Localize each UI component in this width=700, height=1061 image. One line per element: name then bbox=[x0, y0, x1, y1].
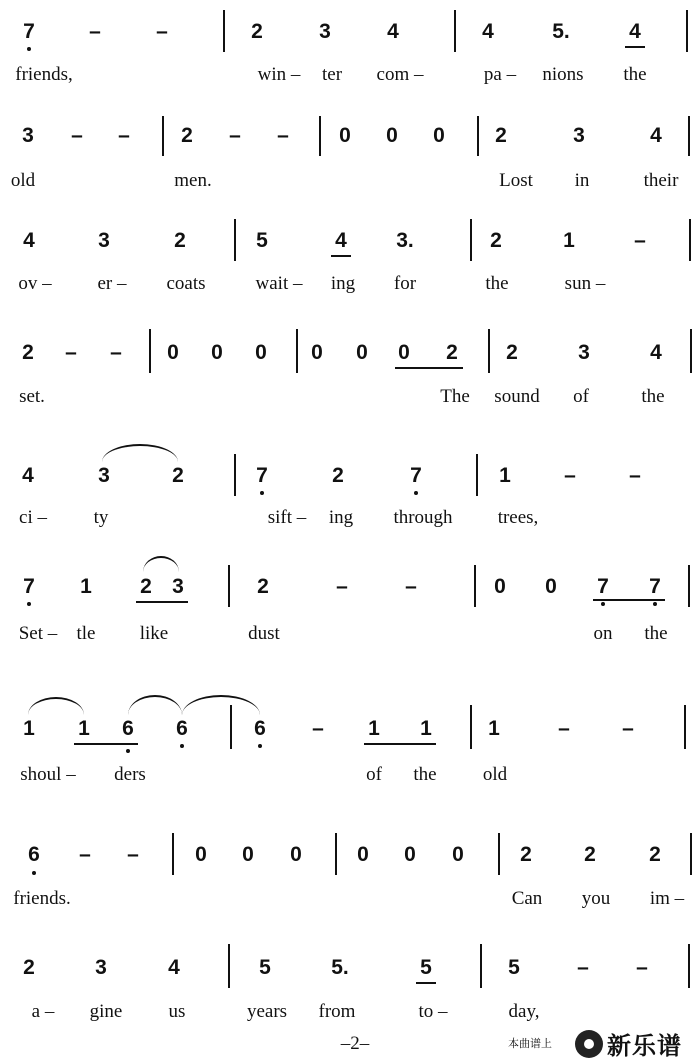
note: 1 bbox=[23, 717, 35, 740]
lyric-syllable: er – bbox=[97, 273, 127, 294]
note: – bbox=[336, 575, 348, 598]
barline bbox=[234, 454, 236, 496]
eighth-underline bbox=[74, 743, 138, 745]
barline bbox=[690, 833, 692, 875]
note: 4 bbox=[629, 20, 641, 43]
eighth-underline bbox=[593, 599, 665, 601]
note: 7 bbox=[649, 575, 661, 598]
lyric-syllable: sift – bbox=[267, 507, 307, 528]
note: 0 bbox=[545, 575, 557, 598]
barline bbox=[296, 329, 298, 373]
note: 0 bbox=[386, 124, 398, 147]
note: 0 bbox=[339, 124, 351, 147]
vinyl-record-icon bbox=[575, 1030, 603, 1058]
barline bbox=[335, 833, 337, 875]
note: 0 bbox=[211, 341, 223, 364]
lyric-syllable: shoul – bbox=[20, 764, 76, 785]
lyric-syllable: of bbox=[573, 386, 589, 407]
note: 2 bbox=[520, 843, 532, 866]
note: 3 bbox=[95, 956, 107, 979]
note: 2 bbox=[172, 464, 184, 487]
note: 2 bbox=[446, 341, 458, 364]
lyric-syllable: ci – bbox=[19, 507, 47, 528]
note: 5. bbox=[552, 20, 570, 43]
score-system bbox=[0, 843, 700, 913]
barline bbox=[498, 833, 500, 875]
lyric-syllable: friends. bbox=[13, 888, 71, 909]
note: – bbox=[312, 717, 324, 740]
score-system bbox=[0, 229, 700, 299]
note: 4 bbox=[482, 20, 494, 43]
lyric-syllable: ing bbox=[328, 507, 354, 528]
barline bbox=[477, 116, 479, 156]
note: 3 bbox=[319, 20, 331, 43]
note: 4 bbox=[335, 229, 347, 252]
logo-text: 新乐谱 bbox=[607, 1033, 682, 1060]
octave-dot-below bbox=[414, 491, 418, 495]
credit-text: 本曲谱上 bbox=[508, 1038, 552, 1050]
eighth-underline bbox=[364, 743, 436, 745]
note: 0 bbox=[242, 843, 254, 866]
note: 4 bbox=[387, 20, 399, 43]
lyric-syllable: coats bbox=[166, 273, 206, 294]
octave-dot-below bbox=[180, 744, 184, 748]
note: 2 bbox=[174, 229, 186, 252]
note: – bbox=[229, 124, 241, 147]
lyric-syllable: Set – bbox=[18, 623, 58, 644]
barline bbox=[689, 219, 691, 261]
note: 2 bbox=[257, 575, 269, 598]
note: – bbox=[558, 717, 570, 740]
lyric-syllable: us bbox=[168, 1001, 186, 1022]
lyric-syllable: ter bbox=[321, 64, 343, 85]
note: 1 bbox=[78, 717, 90, 740]
barline bbox=[470, 705, 472, 749]
barline bbox=[162, 116, 164, 156]
lyric-syllable: com – bbox=[376, 64, 424, 85]
lyric-syllable: set. bbox=[19, 386, 45, 407]
octave-dot-below bbox=[27, 47, 31, 51]
barline bbox=[228, 565, 230, 607]
lyric-syllable: old bbox=[482, 764, 508, 785]
note: 7 bbox=[256, 464, 268, 487]
eighth-underline bbox=[416, 982, 436, 984]
barline bbox=[470, 219, 472, 261]
barline bbox=[454, 10, 456, 52]
eighth-underline bbox=[331, 255, 351, 257]
note: 3 bbox=[98, 229, 110, 252]
barline bbox=[688, 944, 690, 988]
lyric-syllable: dust bbox=[248, 623, 280, 644]
note: 7 bbox=[597, 575, 609, 598]
note: 0 bbox=[356, 341, 368, 364]
octave-dot-below bbox=[258, 744, 262, 748]
note: – bbox=[636, 956, 648, 979]
note: 2 bbox=[332, 464, 344, 487]
lyric-syllable: through bbox=[393, 507, 453, 528]
note: – bbox=[564, 464, 576, 487]
note: 6 bbox=[122, 717, 134, 740]
note: 1 bbox=[488, 717, 500, 740]
note: – bbox=[65, 341, 77, 364]
note: – bbox=[577, 956, 589, 979]
note: 2 bbox=[22, 341, 34, 364]
note: – bbox=[629, 464, 641, 487]
barline bbox=[476, 454, 478, 496]
barline bbox=[686, 10, 688, 52]
barline bbox=[223, 10, 225, 52]
note: 1 bbox=[563, 229, 575, 252]
note: 0 bbox=[494, 575, 506, 598]
note: – bbox=[405, 575, 417, 598]
note: 3 bbox=[98, 464, 110, 487]
note: 3 bbox=[22, 124, 34, 147]
note: – bbox=[277, 124, 289, 147]
note: 5 bbox=[259, 956, 271, 979]
note: – bbox=[156, 20, 168, 43]
barline bbox=[688, 116, 690, 156]
slur bbox=[128, 695, 182, 715]
score-system bbox=[0, 124, 700, 194]
lyric-syllable: sound bbox=[494, 386, 540, 407]
lyric-syllable: ing bbox=[330, 273, 356, 294]
lyric-syllable: tle bbox=[76, 623, 96, 644]
lyric-syllable: win – bbox=[257, 64, 301, 85]
note: 4 bbox=[23, 229, 35, 252]
lyric-syllable: the bbox=[485, 273, 509, 294]
barline bbox=[172, 833, 174, 875]
octave-dot-below bbox=[653, 602, 657, 606]
eighth-underline bbox=[625, 46, 645, 48]
note: – bbox=[622, 717, 634, 740]
lyric-syllable: the bbox=[413, 764, 437, 785]
barline bbox=[230, 705, 232, 749]
eighth-underline bbox=[136, 601, 188, 603]
note: 2 bbox=[181, 124, 193, 147]
note: 2 bbox=[506, 341, 518, 364]
lyric-syllable: trees, bbox=[497, 507, 539, 528]
lyric-syllable: Can bbox=[511, 888, 543, 909]
lyric-syllable: a – bbox=[31, 1001, 55, 1022]
octave-dot-below bbox=[32, 871, 36, 875]
note: 0 bbox=[398, 341, 410, 364]
lyric-syllable: ov – bbox=[18, 273, 52, 294]
lyric-syllable: to – bbox=[418, 1001, 448, 1022]
slur bbox=[143, 556, 179, 572]
note: 7 bbox=[23, 20, 35, 43]
score-system bbox=[0, 20, 700, 90]
note: 4 bbox=[168, 956, 180, 979]
lyric-syllable: sun – bbox=[564, 273, 606, 294]
score-system bbox=[0, 341, 700, 411]
lyric-syllable: on bbox=[593, 623, 613, 644]
note: 2 bbox=[23, 956, 35, 979]
octave-dot-below bbox=[27, 602, 31, 606]
note: 0 bbox=[433, 124, 445, 147]
note: 0 bbox=[311, 341, 323, 364]
note: 0 bbox=[404, 843, 416, 866]
note: 1 bbox=[499, 464, 511, 487]
note: 4 bbox=[650, 124, 662, 147]
lyric-syllable: men. bbox=[174, 170, 212, 191]
barline bbox=[480, 944, 482, 988]
note: – bbox=[634, 229, 646, 252]
site-logo[interactable] bbox=[575, 1026, 682, 1061]
lyric-syllable: the bbox=[641, 386, 665, 407]
note: 6 bbox=[28, 843, 40, 866]
note: 0 bbox=[452, 843, 464, 866]
note: 5. bbox=[331, 956, 349, 979]
page-number: –2– bbox=[340, 1033, 370, 1054]
note: 6 bbox=[176, 717, 188, 740]
note: 5 bbox=[508, 956, 520, 979]
lyric-syllable: years bbox=[246, 1001, 288, 1022]
note: – bbox=[79, 843, 91, 866]
note: 3 bbox=[172, 575, 184, 598]
octave-dot-below bbox=[126, 749, 130, 753]
barline bbox=[688, 565, 690, 607]
note: 2 bbox=[584, 843, 596, 866]
lyric-syllable: their bbox=[643, 170, 679, 191]
lyric-syllable: the bbox=[644, 623, 668, 644]
note: 0 bbox=[167, 341, 179, 364]
barline bbox=[149, 329, 151, 373]
note: 1 bbox=[420, 717, 432, 740]
lyric-syllable: you bbox=[581, 888, 611, 909]
note: 2 bbox=[495, 124, 507, 147]
note: 0 bbox=[357, 843, 369, 866]
note: 1 bbox=[368, 717, 380, 740]
note: 7 bbox=[23, 575, 35, 598]
note: 2 bbox=[251, 20, 263, 43]
barline bbox=[319, 116, 321, 156]
score-system bbox=[0, 464, 700, 534]
score-system bbox=[0, 956, 700, 1026]
note: 4 bbox=[650, 341, 662, 364]
lyric-syllable: ty bbox=[93, 507, 109, 528]
lyric-syllable: old bbox=[10, 170, 36, 191]
barline bbox=[488, 329, 490, 373]
barline bbox=[474, 565, 476, 607]
note: – bbox=[118, 124, 130, 147]
note: 2 bbox=[140, 575, 152, 598]
note: – bbox=[110, 341, 122, 364]
lyric-syllable: nions bbox=[542, 64, 584, 85]
note: 0 bbox=[195, 843, 207, 866]
note: 3 bbox=[573, 124, 585, 147]
lyric-syllable: Lost bbox=[499, 170, 533, 191]
lyric-syllable: pa – bbox=[483, 64, 517, 85]
lyric-syllable: of bbox=[366, 764, 382, 785]
lyric-syllable: like bbox=[139, 623, 169, 644]
slur bbox=[102, 444, 178, 462]
note: 3 bbox=[578, 341, 590, 364]
lyric-syllable: in bbox=[574, 170, 590, 191]
note: 2 bbox=[490, 229, 502, 252]
lyric-syllable: ders bbox=[114, 764, 146, 785]
note: 0 bbox=[290, 843, 302, 866]
note: – bbox=[127, 843, 139, 866]
note: 6 bbox=[254, 717, 266, 740]
lyric-syllable: day, bbox=[508, 1001, 540, 1022]
note: 5 bbox=[420, 956, 432, 979]
score-system bbox=[0, 717, 700, 787]
note: – bbox=[71, 124, 83, 147]
note: 5 bbox=[256, 229, 268, 252]
lyric-syllable: from bbox=[318, 1001, 356, 1022]
note: 1 bbox=[80, 575, 92, 598]
octave-dot-below bbox=[260, 491, 264, 495]
eighth-underline bbox=[395, 367, 463, 369]
note: 4 bbox=[22, 464, 34, 487]
octave-dot-below bbox=[601, 602, 605, 606]
note: 3. bbox=[396, 229, 414, 252]
barline bbox=[228, 944, 230, 988]
note: 0 bbox=[255, 341, 267, 364]
lyric-syllable: gine bbox=[89, 1001, 123, 1022]
barline bbox=[234, 219, 236, 261]
slur bbox=[182, 695, 260, 715]
lyric-syllable: for bbox=[393, 273, 417, 294]
score-system bbox=[0, 575, 700, 645]
lyric-syllable: im – bbox=[649, 888, 685, 909]
lyric-syllable: friends, bbox=[15, 64, 73, 85]
note: 7 bbox=[410, 464, 422, 487]
barline bbox=[690, 329, 692, 373]
lyric-syllable: wait – bbox=[255, 273, 303, 294]
lyric-syllable: the bbox=[623, 64, 647, 85]
barline bbox=[684, 705, 686, 749]
note: – bbox=[89, 20, 101, 43]
slur bbox=[28, 697, 84, 715]
lyric-syllable: The bbox=[440, 386, 470, 407]
note: 2 bbox=[649, 843, 661, 866]
